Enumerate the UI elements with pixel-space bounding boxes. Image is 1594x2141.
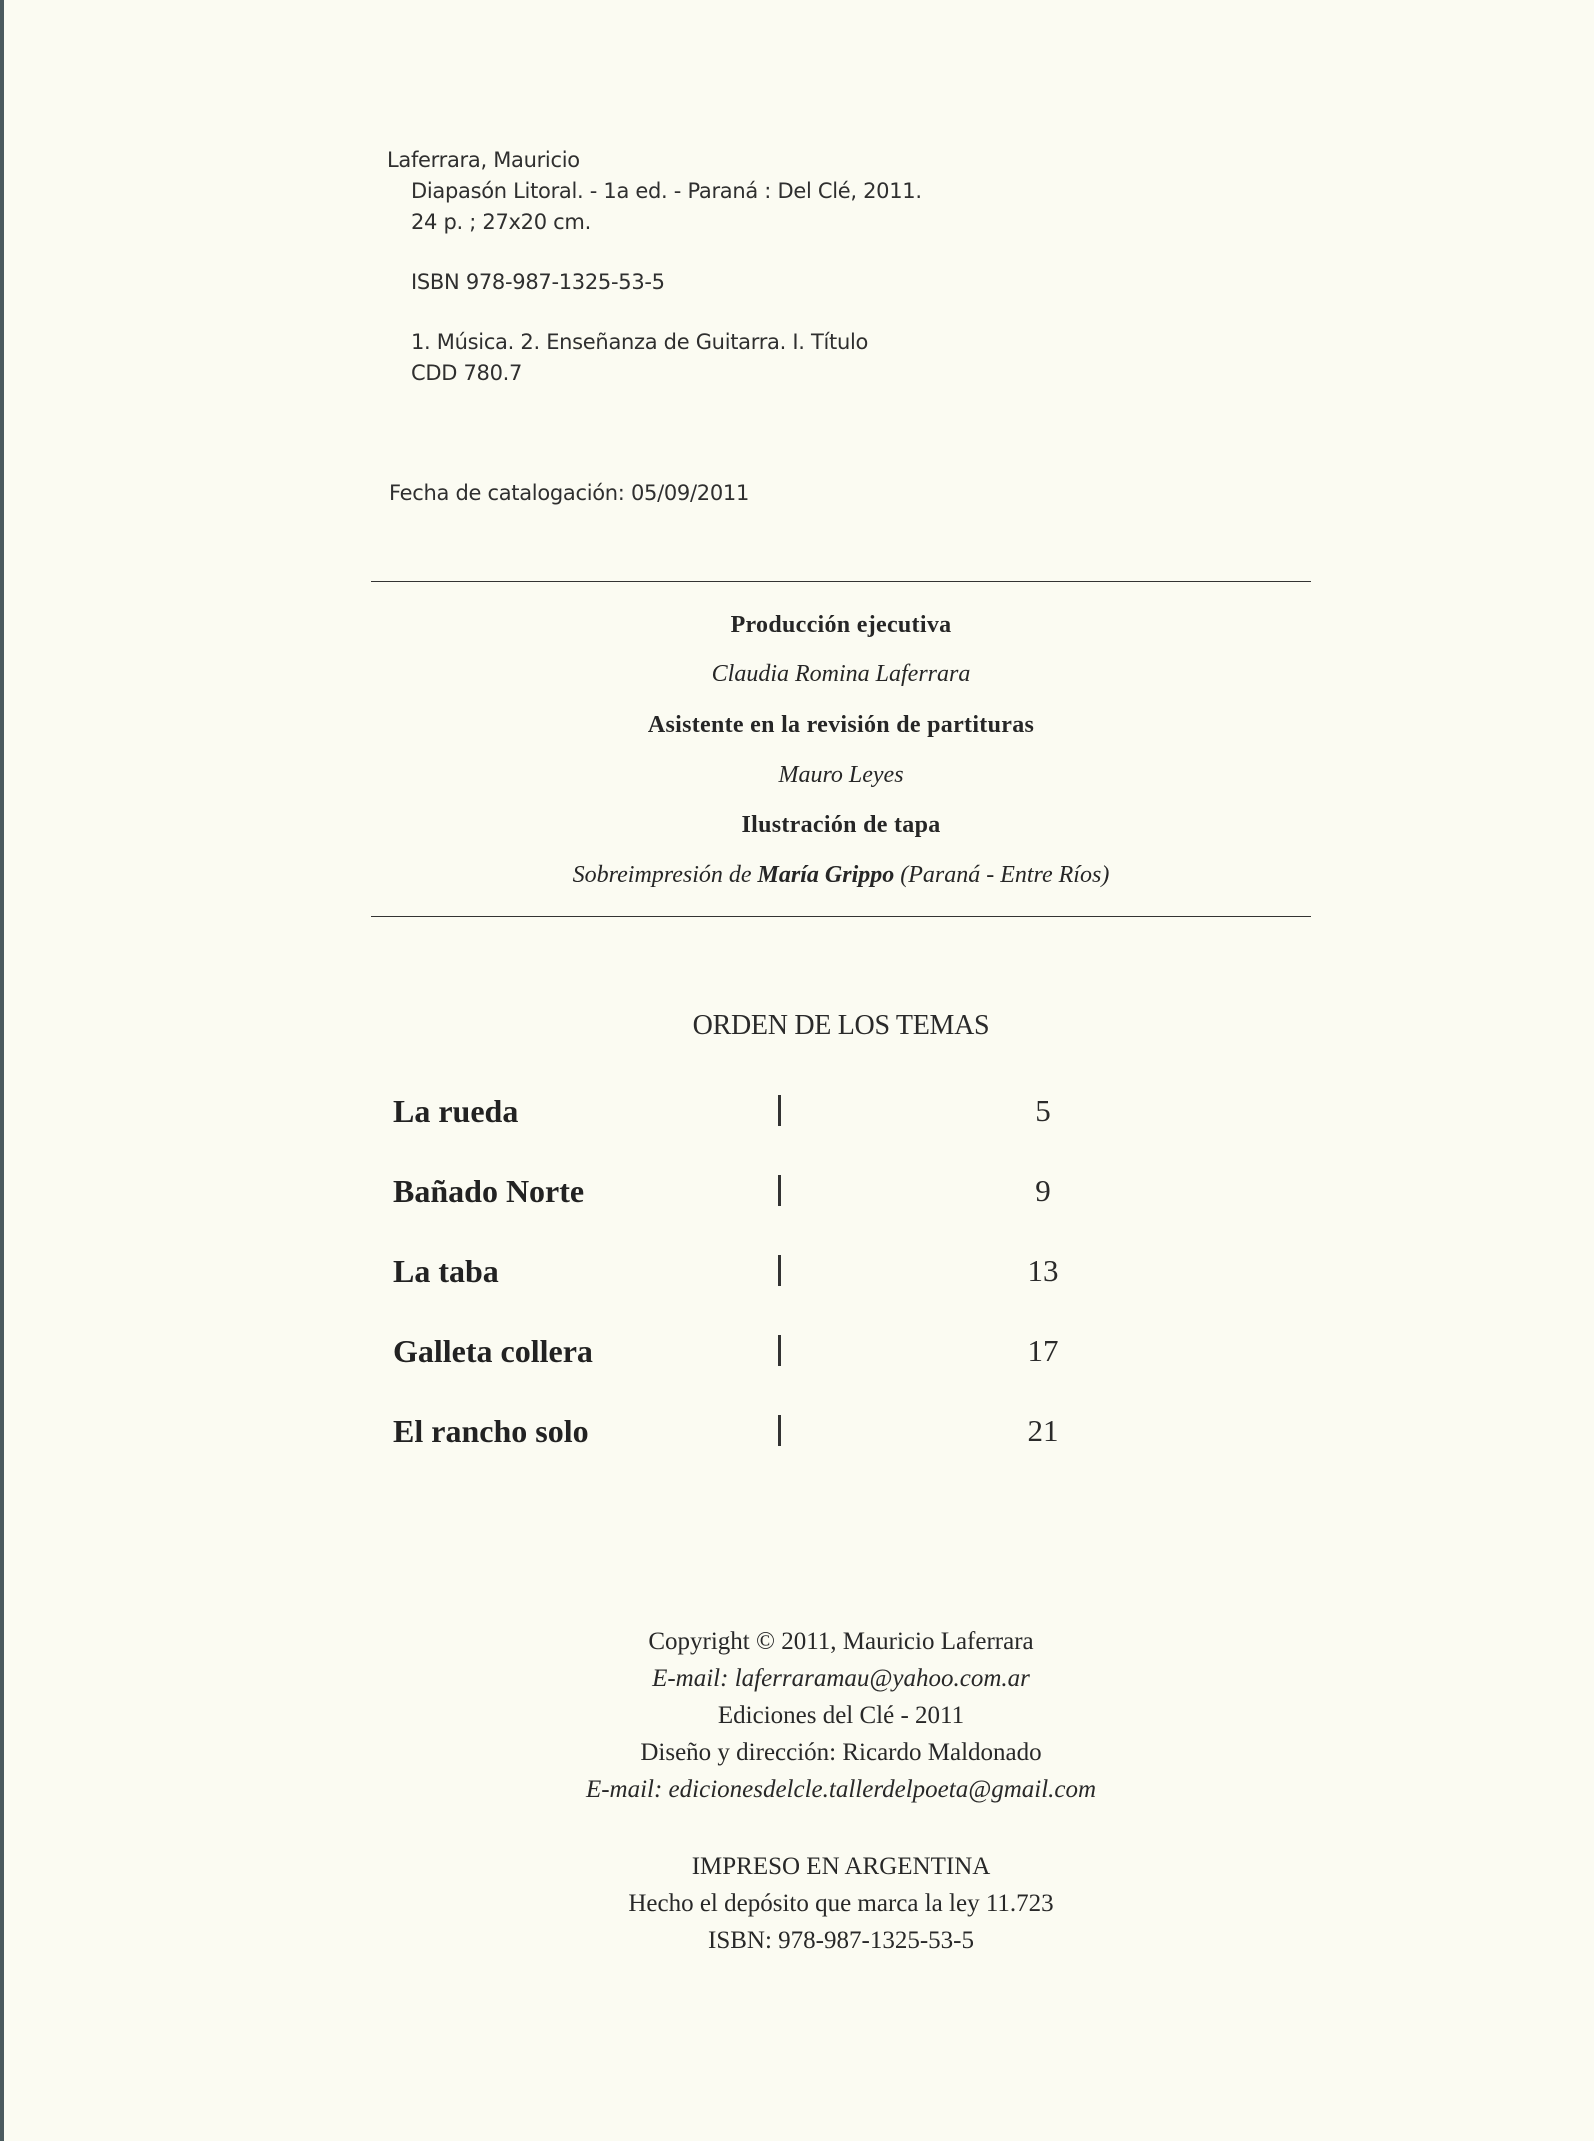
toc-separator: [778, 1415, 781, 1446]
catalog-subjects: 1. Música. 2. Enseñanza de Guitarra. I. Título: [411, 330, 869, 354]
production-label: Producción ejecutiva: [730, 612, 952, 638]
divider-bottom: [371, 916, 1311, 917]
toc-separator: [778, 1175, 781, 1206]
copyright: Copyright © 2011, Mauricio Laferrara: [648, 1628, 1034, 1655]
publisher: Ediciones del Clé - 2011: [717, 1702, 965, 1729]
cover-label: Ilustración de tapa: [741, 812, 941, 838]
toc-item-title: Bañado Norte: [393, 1173, 585, 1209]
toc-row: [393, 1173, 1093, 1223]
toc-item-page: 13: [1027, 1253, 1059, 1288]
catalog-edition: Diapasón Litoral. - 1a ed. - Paraná : Del Clé, 2011.: [411, 179, 922, 203]
toc-item-title: La taba: [393, 1253, 499, 1289]
publisher-email: E-mail: edicionesdelcle.tallerdelpoeta@gmail.com: [585, 1776, 1097, 1803]
author-email: E-mail: laferraramau@yahoo.com.ar: [652, 1665, 1030, 1692]
toc-row: [393, 1093, 1093, 1143]
toc-item-title: La rueda: [393, 1093, 519, 1129]
assistant-label: Asistente en la revisión de partituras: [647, 712, 1035, 738]
toc-item-title: Galleta collera: [393, 1333, 593, 1369]
toc-item-page: 21: [1027, 1413, 1059, 1448]
cover-prefix: Sobreimpresión de: [572, 862, 758, 888]
printed-in: IMPRESO EN ARGENTINA: [691, 1853, 991, 1880]
toc-separator: [778, 1255, 781, 1286]
cover-artist: María Grippo: [757, 862, 895, 888]
production-name: Claudia Romina Laferrara: [711, 661, 971, 687]
page-edge: [0, 0, 4, 2141]
isbn-footer: ISBN: 978-987-1325-53-5: [708, 1927, 974, 1954]
toc-row: [393, 1413, 1093, 1463]
toc-row: [393, 1333, 1093, 1383]
toc-item-page: 17: [1027, 1333, 1059, 1368]
catalog-date: Fecha de catalogación: 05/09/2011: [389, 481, 749, 505]
legal-deposit: Hecho el depósito que marca la ley 11.723: [628, 1890, 1054, 1917]
design-credit: Diseño y dirección: Ricardo Maldonado: [640, 1739, 1042, 1766]
toc-item-page: 5: [1035, 1093, 1051, 1128]
catalog-physical: 24 p. ; 27x20 cm.: [411, 210, 591, 234]
toc-row: [393, 1253, 1093, 1303]
catalog-author: Laferrara, Mauricio: [387, 148, 580, 172]
assistant-name: Mauro Leyes: [778, 762, 904, 788]
cover-suffix: (Paraná - Entre Ríos): [894, 862, 1110, 888]
cover-credit: [371, 862, 1311, 889]
toc-item-title: El rancho solo: [393, 1413, 589, 1449]
catalog-isbn: ISBN 978-987-1325-53-5: [411, 270, 665, 294]
toc-separator: [778, 1095, 781, 1126]
catalog-cdd: CDD 780.7: [411, 361, 523, 385]
toc-separator: [778, 1335, 781, 1366]
toc-item-page: 9: [1035, 1173, 1051, 1208]
divider-top: [371, 581, 1311, 582]
toc-title: ORDEN DE LOS TEMAS: [692, 1010, 990, 1041]
